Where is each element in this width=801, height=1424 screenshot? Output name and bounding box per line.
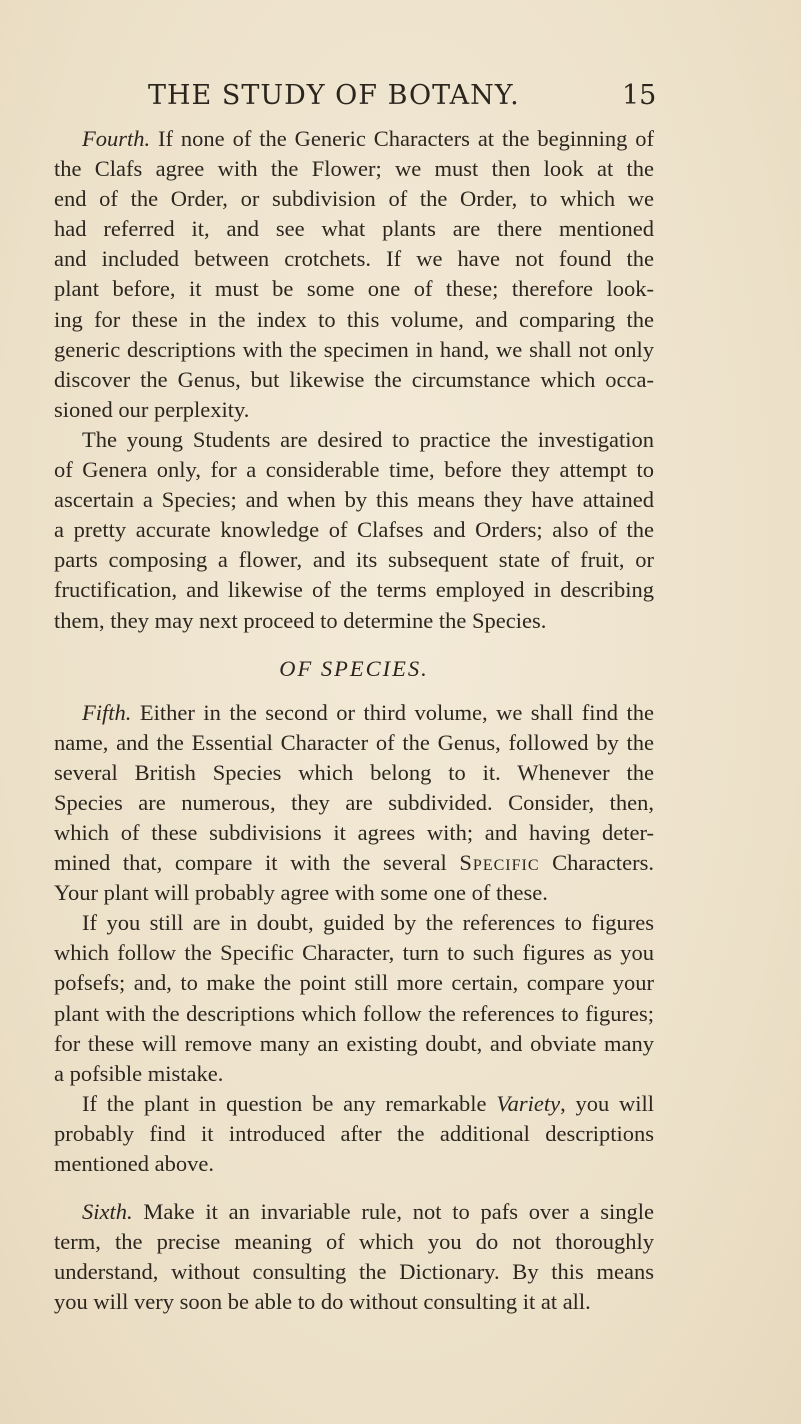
paragraph-lead: Fifth. <box>82 699 132 725</box>
running-header: THE STUDY OF BOTANY. <box>148 80 520 111</box>
text-line: term, the precise meaning of which you do not thoroughly <box>54 1229 654 1255</box>
text-line: for these will remove many an existing doubt, and obviate many <box>54 1030 654 1056</box>
paragraph-gap <box>54 1179 654 1197</box>
text-line: generic descriptions with the specimen in hand, we shall not only <box>54 336 654 362</box>
text-line: you will very soon be able to do without consulting it at all. <box>54 1289 591 1315</box>
text-line: If you still are in doubt, guided by the references to figures <box>82 910 654 936</box>
text-line: fructification, and likewise of the terms employed in describing <box>54 577 654 603</box>
text-line: plant with the descriptions which follow the references to figures; <box>54 1000 654 1026</box>
text-line: several British Species which belong to it. Whenever the <box>54 759 654 785</box>
text-line: understand, without consulting the Dictionary. By this means <box>54 1259 654 1285</box>
body-text <box>54 124 654 1317</box>
text-line: and included between crotchets. If we have not found the <box>54 246 654 272</box>
text-line: pofsefs; and, to make the point still more certain, compare your <box>54 970 654 996</box>
text-line: If the plant in question be any remarkable Variety, you will <box>82 1090 654 1116</box>
text-line: of Genera only, for a considerable time, before they attempt to <box>54 457 654 483</box>
text-line: which of these subdivisions it agrees with; and having deter- <box>54 819 654 845</box>
section-heading: OF SPECIES. <box>279 655 429 681</box>
text-line: plant before, it must be some one of these; therefore look- <box>54 276 654 302</box>
paragraph-lead: Sixth. <box>82 1199 133 1225</box>
text-line: Fifth. Either in the second or third volume, we shall find the <box>82 699 654 725</box>
text-line: mined that, compare it with the several Specific Characters. <box>54 850 654 876</box>
text-line: parts composing a flower, and its subsequent state of fruit, or <box>54 547 654 573</box>
text-line: the Clafs agree with the Flower; we must then look at the <box>54 156 654 182</box>
text-line: probably find it introduced after the additional descriptions <box>54 1120 654 1146</box>
text-line: Sixth. Make it an invariable rule, not to pafs over a single <box>82 1199 654 1225</box>
text-line: had referred it, and see what plants are there mentioned <box>54 216 654 242</box>
text-line: Fourth. If none of the Generic Characters at the beginning of <box>82 126 654 151</box>
text-line: end of the Order, or subdivision of the Order, to which we <box>54 186 654 212</box>
text-line: them, they may next proceed to determine the Species. <box>54 607 547 633</box>
text-line: mentioned above. <box>54 1151 214 1176</box>
text-line: Species are numerous, they are subdivided. Consider, then, <box>54 789 654 815</box>
text-line: The young Students are desired to practice the investigation <box>82 426 654 452</box>
text-line: a pretty accurate knowledge of Clafses and Orders; also of the <box>54 517 654 543</box>
text-line: ascertain a Species; and when by this means they have attained <box>54 487 654 513</box>
text-line: which follow the Specific Character, turn to such figures as you <box>54 940 654 966</box>
text-line: sioned our perplexity. <box>54 396 250 422</box>
page-number: 15 <box>622 80 657 111</box>
paragraph-lead: Fourth. <box>82 126 151 151</box>
text-line: a pofsible mistake. <box>54 1060 224 1086</box>
text-line: name, and the Essential Character of the Genus, followed by the <box>54 729 654 755</box>
text-line: discover the Genus, but likewise the circumstance which occa- <box>54 366 654 392</box>
text-line: Your plant will probably agree with some one of these. <box>54 880 548 906</box>
text-line: ing for these in the index to this volume, and comparing the <box>54 306 654 332</box>
